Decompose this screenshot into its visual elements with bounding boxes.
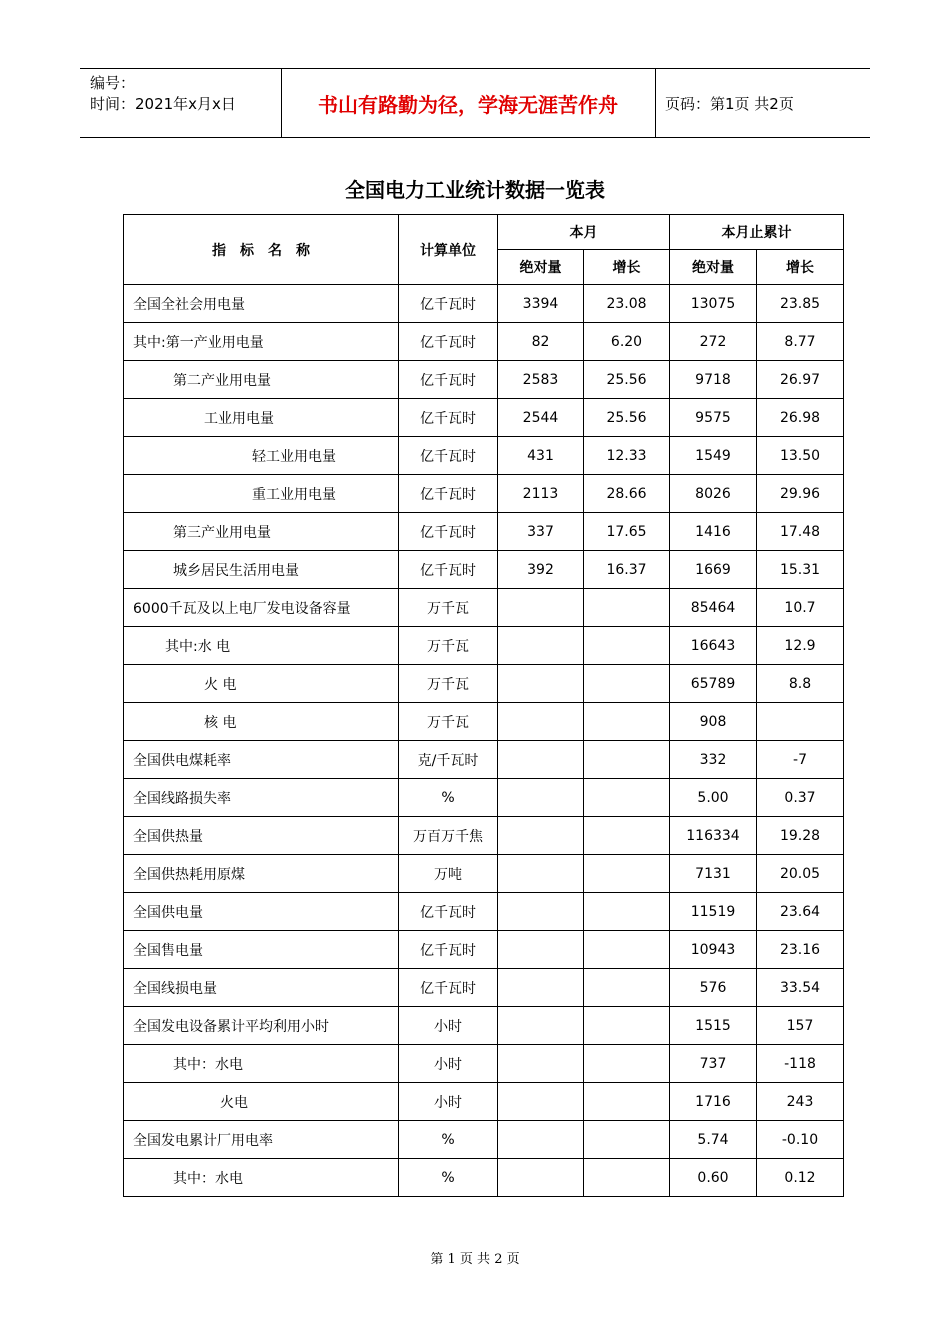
row-month-absolute (498, 1121, 584, 1159)
header-month-growth: 增长 (584, 250, 670, 285)
page-footer: 第 1 页 共 2 页 (430, 1252, 520, 1267)
row-month-absolute: 82 (498, 323, 584, 361)
row-month-growth (584, 893, 670, 931)
row-unit: 小时 (399, 1083, 498, 1121)
table-row (124, 1083, 844, 1121)
row-name: 全国供电煤耗率 (124, 741, 399, 779)
row-month-growth (584, 931, 670, 969)
row-month-absolute (498, 1045, 584, 1083)
row-unit: 亿千瓦时 (399, 323, 498, 361)
row-name: 工业用电量 (124, 399, 399, 437)
row-cumulative-growth: 33.54 (757, 969, 844, 1007)
table-row (124, 1045, 844, 1083)
row-name: 其中：水电 (124, 1159, 399, 1197)
table-row (124, 1121, 844, 1159)
row-cumulative-absolute: 16643 (670, 627, 757, 665)
row-cumulative-growth: 29.96 (757, 475, 844, 513)
row-cumulative-absolute: 576 (670, 969, 757, 1007)
date-label: 时间：2021年x月x日 (90, 95, 236, 113)
table-row (124, 1007, 844, 1045)
row-cumulative-absolute: 737 (670, 1045, 757, 1083)
row-cumulative-growth: 0.12 (757, 1159, 844, 1197)
row-cumulative-absolute: 1669 (670, 551, 757, 589)
row-month-absolute (498, 817, 584, 855)
table-row (124, 969, 844, 1007)
header-month: 本月 (498, 215, 670, 250)
row-cumulative-absolute: 7131 (670, 855, 757, 893)
row-cumulative-growth: 243 (757, 1083, 844, 1121)
row-month-growth (584, 1121, 670, 1159)
row-cumulative-growth: -0.10 (757, 1121, 844, 1159)
row-cumulative-absolute: 908 (670, 703, 757, 741)
header-cumulative: 本月止累计 (670, 215, 844, 250)
row-cumulative-growth: 17.48 (757, 513, 844, 551)
row-month-absolute (498, 665, 584, 703)
row-cumulative-growth: -118 (757, 1045, 844, 1083)
table-row (124, 285, 844, 323)
row-month-absolute: 2544 (498, 399, 584, 437)
row-cumulative-absolute: 1549 (670, 437, 757, 475)
row-month-absolute: 337 (498, 513, 584, 551)
row-unit: 万千瓦 (399, 703, 498, 741)
page-header (80, 68, 870, 138)
row-cumulative-growth: 23.16 (757, 931, 844, 969)
row-month-absolute (498, 1083, 584, 1121)
row-unit: 克/千瓦时 (399, 741, 498, 779)
row-month-growth: 12.33 (584, 437, 670, 475)
table-row (124, 1159, 844, 1197)
row-month-growth: 25.56 (584, 399, 670, 437)
row-month-growth (584, 779, 670, 817)
row-name: 全国全社会用电量 (124, 285, 399, 323)
row-month-growth: 23.08 (584, 285, 670, 323)
table-row (124, 703, 844, 741)
row-name: 全国售电量 (124, 931, 399, 969)
row-unit: 亿千瓦时 (399, 931, 498, 969)
row-month-absolute: 2113 (498, 475, 584, 513)
row-unit: % (399, 779, 498, 817)
row-name: 轻工业用电量 (124, 437, 399, 475)
row-cumulative-absolute: 9575 (670, 399, 757, 437)
row-cumulative-growth: 23.85 (757, 285, 844, 323)
row-cumulative-absolute: 8026 (670, 475, 757, 513)
row-name: 第三产业用电量 (124, 513, 399, 551)
header-motto: 书山有路勤为径，学海无涯苦作舟 (318, 92, 618, 117)
row-cumulative-absolute: 5.00 (670, 779, 757, 817)
row-month-absolute (498, 931, 584, 969)
row-month-growth (584, 589, 670, 627)
row-month-growth (584, 1045, 670, 1083)
row-cumulative-growth: 0.37 (757, 779, 844, 817)
row-cumulative-growth: 10.7 (757, 589, 844, 627)
row-name: 全国线损电量 (124, 969, 399, 1007)
row-unit: 小时 (399, 1045, 498, 1083)
row-name: 其中:水 电 (124, 627, 399, 665)
row-unit: % (399, 1121, 498, 1159)
row-unit: 亿千瓦时 (399, 893, 498, 931)
row-month-absolute (498, 741, 584, 779)
row-month-growth (584, 627, 670, 665)
table-row (124, 437, 844, 475)
row-name: 火 电 (124, 665, 399, 703)
row-name: 全国线路损失率 (124, 779, 399, 817)
row-month-absolute (498, 1159, 584, 1197)
row-name: 6000千瓦及以上电厂发电设备容量 (124, 589, 399, 627)
row-month-growth (584, 1083, 670, 1121)
table-row (124, 931, 844, 969)
row-cumulative-growth: 26.97 (757, 361, 844, 399)
row-cumulative-absolute: 332 (670, 741, 757, 779)
header-meta (90, 73, 236, 115)
row-month-absolute (498, 627, 584, 665)
row-month-growth: 28.66 (584, 475, 670, 513)
table-row (124, 893, 844, 931)
row-cumulative-growth: 8.77 (757, 323, 844, 361)
row-unit: 亿千瓦时 (399, 285, 498, 323)
row-unit: 小时 (399, 1007, 498, 1045)
row-month-growth (584, 969, 670, 1007)
row-month-absolute (498, 855, 584, 893)
page-title: 全国电力工业统计数据一览表 (345, 178, 605, 202)
row-name: 全国发电累计厂用电率 (124, 1121, 399, 1159)
row-cumulative-growth: 13.50 (757, 437, 844, 475)
row-unit: 万千瓦 (399, 589, 498, 627)
row-name: 全国供电量 (124, 893, 399, 931)
row-name: 第二产业用电量 (124, 361, 399, 399)
header-month-absolute: 绝对量 (498, 250, 584, 285)
row-cumulative-growth: 157 (757, 1007, 844, 1045)
row-name: 全国供热耗用原煤 (124, 855, 399, 893)
header-cumulative-growth: 增长 (757, 250, 844, 285)
row-cumulative-growth: 15.31 (757, 551, 844, 589)
row-month-growth (584, 817, 670, 855)
row-month-absolute (498, 589, 584, 627)
row-cumulative-absolute: 85464 (670, 589, 757, 627)
row-cumulative-absolute: 11519 (670, 893, 757, 931)
row-cumulative-absolute: 1416 (670, 513, 757, 551)
table-row (124, 399, 844, 437)
row-name: 城乡居民生活用电量 (124, 551, 399, 589)
table-row (124, 361, 844, 399)
row-cumulative-absolute: 10943 (670, 931, 757, 969)
row-month-growth (584, 703, 670, 741)
table-row (124, 741, 844, 779)
row-cumulative-absolute: 116334 (670, 817, 757, 855)
row-cumulative-growth: 8.8 (757, 665, 844, 703)
row-month-growth (584, 741, 670, 779)
header-cumulative-absolute: 绝对量 (670, 250, 757, 285)
row-month-absolute: 2583 (498, 361, 584, 399)
row-unit: 万千瓦 (399, 627, 498, 665)
table-row (124, 551, 844, 589)
row-unit: 万吨 (399, 855, 498, 893)
row-unit: 万千瓦 (399, 665, 498, 703)
row-unit: 亿千瓦时 (399, 551, 498, 589)
table-row (124, 475, 844, 513)
row-unit: 亿千瓦时 (399, 437, 498, 475)
row-unit: 万百万千焦 (399, 817, 498, 855)
table-row (124, 665, 844, 703)
row-unit: 亿千瓦时 (399, 969, 498, 1007)
number-label: 编号： (90, 74, 136, 92)
row-month-growth (584, 1007, 670, 1045)
row-cumulative-growth: 12.9 (757, 627, 844, 665)
header-indicator: 指 标 名 称 (124, 215, 399, 285)
row-cumulative-absolute: 9718 (670, 361, 757, 399)
row-cumulative-absolute: 5.74 (670, 1121, 757, 1159)
page-number-label: 页码：第1页 共2页 (665, 95, 794, 113)
row-month-absolute (498, 703, 584, 741)
row-month-growth: 16.37 (584, 551, 670, 589)
row-name: 其中:第一产业用电量 (124, 323, 399, 361)
table-row (124, 855, 844, 893)
row-month-absolute (498, 893, 584, 931)
row-unit: % (399, 1159, 498, 1197)
statistics-table (123, 214, 844, 1197)
row-month-growth (584, 665, 670, 703)
row-name: 火电 (124, 1083, 399, 1121)
table-row (124, 779, 844, 817)
table-row (124, 513, 844, 551)
row-name: 其中：水电 (124, 1045, 399, 1083)
row-month-growth: 6.20 (584, 323, 670, 361)
row-cumulative-growth: 26.98 (757, 399, 844, 437)
row-cumulative-growth: -7 (757, 741, 844, 779)
table-row (124, 817, 844, 855)
row-name: 重工业用电量 (124, 475, 399, 513)
table-row (124, 627, 844, 665)
table-row (124, 323, 844, 361)
row-unit: 亿千瓦时 (399, 399, 498, 437)
row-month-growth: 25.56 (584, 361, 670, 399)
row-month-absolute: 3394 (498, 285, 584, 323)
row-month-growth: 17.65 (584, 513, 670, 551)
row-cumulative-absolute: 13075 (670, 285, 757, 323)
row-cumulative-absolute: 65789 (670, 665, 757, 703)
row-month-growth (584, 855, 670, 893)
row-month-absolute: 431 (498, 437, 584, 475)
row-name: 全国供热量 (124, 817, 399, 855)
header-divider-right (655, 69, 656, 137)
row-cumulative-absolute: 1716 (670, 1083, 757, 1121)
row-name: 核 电 (124, 703, 399, 741)
row-cumulative-absolute: 0.60 (670, 1159, 757, 1197)
row-cumulative-growth (757, 703, 844, 741)
row-unit: 亿千瓦时 (399, 475, 498, 513)
row-month-absolute: 392 (498, 551, 584, 589)
row-unit: 亿千瓦时 (399, 513, 498, 551)
row-cumulative-absolute: 272 (670, 323, 757, 361)
row-cumulative-growth: 20.05 (757, 855, 844, 893)
row-cumulative-growth: 19.28 (757, 817, 844, 855)
row-name: 全国发电设备累计平均利用小时 (124, 1007, 399, 1045)
row-cumulative-absolute: 1515 (670, 1007, 757, 1045)
row-month-absolute (498, 779, 584, 817)
row-month-absolute (498, 1007, 584, 1045)
row-cumulative-growth: 23.64 (757, 893, 844, 931)
row-unit: 亿千瓦时 (399, 361, 498, 399)
row-month-absolute (498, 969, 584, 1007)
row-month-growth (584, 1159, 670, 1197)
header-unit: 计算单位 (399, 215, 498, 285)
table-row (124, 589, 844, 627)
